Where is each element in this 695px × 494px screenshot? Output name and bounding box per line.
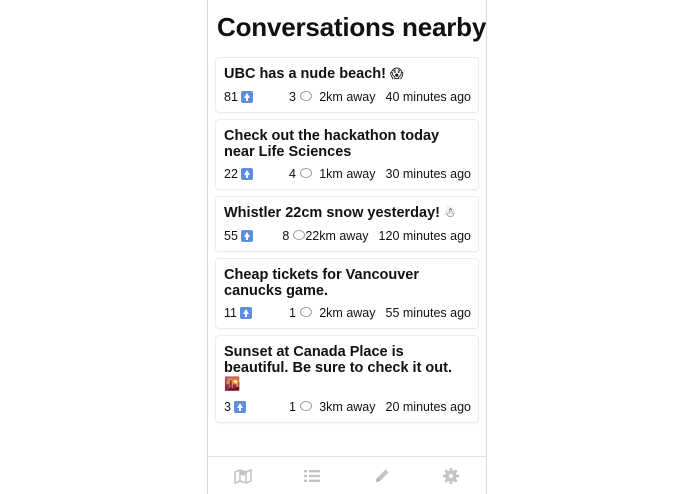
page-title: Conversations nearby <box>217 12 487 42</box>
timestamp-label: 55 minutes ago <box>385 306 471 320</box>
map-icon <box>234 468 252 484</box>
comment-count[interactable]: 3 <box>268 90 312 104</box>
comment-bubble-icon <box>293 230 305 240</box>
conversation-title: Sunset at Canada Place is beautiful. Be sure to check it out. 🌇 <box>224 344 453 392</box>
comment-count[interactable]: 8 <box>265 229 306 243</box>
comment-bubble-icon <box>300 91 312 101</box>
tab-settings[interactable] <box>431 461 471 491</box>
upvote-icon[interactable] <box>240 307 252 319</box>
comment-bubble-icon <box>300 401 312 411</box>
gear-icon <box>443 468 459 484</box>
conversation-meta <box>224 305 471 321</box>
conversation-card[interactable] <box>215 258 479 329</box>
conversation-feed <box>215 57 479 429</box>
conversation-card[interactable] <box>215 196 479 252</box>
shocked-emoji-icon: 😱 <box>389 67 404 82</box>
pencil-icon <box>374 468 390 484</box>
tab-map[interactable] <box>223 461 263 491</box>
comment-count[interactable]: 1 <box>268 400 312 414</box>
comment-bubble-icon <box>300 307 312 317</box>
timestamp-label: 120 minutes ago <box>378 229 471 243</box>
conversation-card[interactable] <box>215 335 479 423</box>
snowman-emoji-icon: ☃ <box>444 206 456 221</box>
vote-count[interactable]: 55 <box>224 229 265 243</box>
phone-frame <box>207 0 487 494</box>
upvote-icon[interactable] <box>234 401 246 413</box>
upvote-icon[interactable] <box>241 91 253 103</box>
conversation-title: Check out the hackathon today near Life Sciences <box>224 128 440 160</box>
list-icon <box>304 469 320 483</box>
distance-label: 1km away <box>319 167 376 181</box>
vote-count[interactable]: 22 <box>224 167 268 181</box>
conversation-meta <box>224 399 471 415</box>
conversation-meta <box>224 228 471 244</box>
vote-count[interactable]: 3 <box>224 400 268 414</box>
timestamp-label: 40 minutes ago <box>385 90 471 104</box>
tab-compose[interactable] <box>362 461 402 491</box>
conversation-title: UBC has a nude beach! 😱 <box>224 66 404 82</box>
timestamp-label: 20 minutes ago <box>385 400 471 414</box>
bottom-tab-bar <box>208 456 486 494</box>
upvote-icon[interactable] <box>241 230 253 242</box>
conversation-card[interactable] <box>215 119 479 190</box>
sunset-emoji-icon: 🌇 <box>224 377 241 392</box>
distance-label: 2km away <box>319 90 376 104</box>
timestamp-label: 30 minutes ago <box>385 167 471 181</box>
conversation-card[interactable] <box>215 57 479 113</box>
conversation-title: Cheap tickets for Vancouver canucks game. <box>224 267 420 299</box>
comment-bubble-icon <box>300 168 312 178</box>
comment-count[interactable]: 4 <box>268 167 312 181</box>
conversation-meta <box>224 89 471 105</box>
distance-label: 3km away <box>319 400 376 414</box>
conversation-title: Whistler 22cm snow yesterday! ☃ <box>224 205 456 221</box>
tab-list[interactable] <box>292 461 332 491</box>
distance-label: 2km away <box>319 306 376 320</box>
distance-label: 22km away <box>305 229 369 243</box>
conversation-meta <box>224 166 471 182</box>
upvote-icon[interactable] <box>241 168 253 180</box>
vote-count[interactable]: 81 <box>224 90 268 104</box>
vote-count[interactable]: 11 <box>224 306 268 320</box>
comment-count[interactable]: 1 <box>268 306 312 320</box>
